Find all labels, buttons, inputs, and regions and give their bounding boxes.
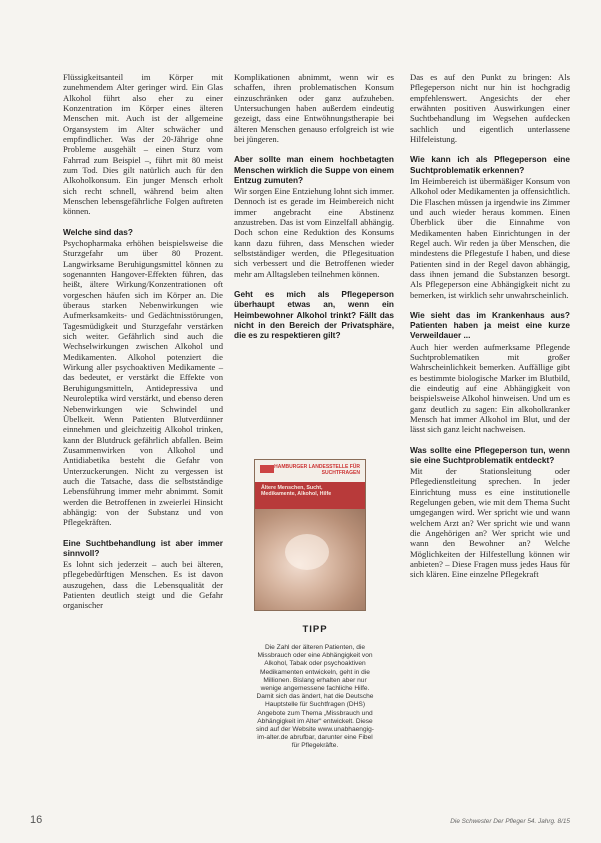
paragraph: Wir sorgen Eine Entziehung lohnt sich immer. Dennoch ist es gerade im Heimbereich nicht immer angebracht eine Abstinenz anzustreben. Das ist vom Einzelfall abhängig. Doch schon eine Reduktion des Konsums kann dazu führen, dass Menschen wieder selbstständiger werden, die Pflegesituation sich verbessert und die Betroffenen wieder mehr am Alltagsleben teilnehmen können. (234, 186, 394, 279)
paragraph: Komplikationen abnimmt, wenn wir es schaffen, ihren problematischen Konsum einzuschränken oder ganz aufzuheben. Untersuchungen haben außerdem eindeutig gezeigt, dass eine Entwöhnungstherapie bei älteren Menschen genauso erfolgreich ist wie bei jüngeren. (234, 72, 394, 145)
page-number: 16 (30, 814, 43, 826)
brochure-cover-image (254, 459, 366, 611)
subheading: Geht es mich als Pflegeperson überhaupt etwas an, wenn ein Heimbewohner Alkohol trinkt? Fällt das nicht in den Bereich der Privatsphäre, die es zu respektieren gilt? (234, 289, 394, 340)
running-footer: Die Schwester Der Pfleger 54. Jahrg. 8/15 (450, 818, 570, 825)
paragraph: Das es auf den Punkt zu bringen: Als Pflegeperson nicht nur hin ist hochgradig empfehlenswert. Angesichts der eher erwähnten positiven Auswirkungen einer Suchtbehandlung im Wegsehen aufdecken sachlich und eigentlich unterlassene Hilfeleistung. (410, 72, 570, 145)
subheading: Wie kann ich als Pflegeperson eine Suchtproblematik erkennen? (410, 154, 570, 175)
paragraph: Es lohnt sich jederzeit – auch bei älteren, pflegebedürftigen Menschen. Es ist davon auszugehen, dass die Lebensqualität der Patienten deutlich steigt und die Gefahr organischer (63, 559, 223, 611)
subheading: Was sollte eine Pflegeperson tun, wenn sie eine Suchtproblematik entdeckt? (410, 444, 570, 465)
paragraph: Auch hier werden aufmerksame Pflegende Suchtproblematiken mit großer Wahrscheinlichkeit bemerken. Auffällige gibt es bestimmte biologische Marker im Blutbild, die eindeutig auf eine Abhängigkeit von beispielsweise Alkohol hinweisen. Und um es ganz deutlich zu sagen: Ein alkoholkranker Mensch hat immer Alkohol im Blut, und der lässt sich ganz leicht nachweisen. (410, 341, 570, 435)
paragraph: Im Heimbereich ist übermäßiger Konsum von Alkohol oder Medikamenten ja offensichtlich. Die Flaschen müssen ja irgendwie ins Zimmer und auch wieder heraus kommen. Einen Überblick über die Einnahme von Medikamenten haben Einrichtungen in der Regel auch. Wir reden ja über Menschen, die mindestens die Pflegestufe I haben, und diese Patienten sind in der Regel davon abhängig, dass ihnen jemand die Substanzen besorgt. Als Pflegeperson eine Abhängigkeit nicht zu bemerken, ist wirklich sehr unwahrscheinlich. (410, 175, 570, 300)
text-column-1 (63, 72, 223, 618)
text-column-2 (234, 72, 394, 341)
tip-heading: TIPP (302, 624, 328, 635)
subheading: Wie sieht das im Krankenhaus aus? Patienten haben ja meist eine kurze Verweildauer ... (410, 309, 570, 341)
paragraph: Mit der Stationsleitung oder Pflegedienstleitung sprechen. In jeder Einrichtung muss es eine institutionelle Regelungen geben, wie mit dem Thema Sucht umgegangen wird. Wer spricht wie und wann welchem Arzt an? Wer spricht wie und wann die Angehörigen an? Wer spricht wie und wann den Bewohner an? Welche Möglichkeiten der Hilfestellung können wir anbieten? – Diese Fragen muss jedes Haus für sich klären. Eine einzelne Pflegekraft (410, 466, 570, 580)
paragraph: Psychopharmaka erhöhen beispielsweise die Sturzgefahr um über 80 Prozent. Langwirksame Beruhigungsmittel können zu sogenannten Hangover-Effekten führen, das heißt, ältere Wirkung/Konzentrationen oft vorgeschen häufen sich im Körper an. Die überaus starken Nebenwirkungen wie Aufmerksamkeits- und Gedächtnisstörungen, Tagesmüdigkeit und Sturzgefahr verstärken sich weiter. Gefährlich sind auch die Wechselwirkungen zwischen Alkohol und Medikamenten. Alkohol potenziert die Wirkung aller psychoaktiven Medikamente – das bedeutet, er verstärkt die Effekte von Beruhigungsmitteln, Antidepressiva und Neuroleptika wird verstärkt, und ebenso deren Nebenwirkungen wie Schwindel und Übelkeit. Wenn Patienten Blutverdünner einnehmen und gleichzeitig Alkohol trinken, kann der Blutdruck gefährlich abfallen. Beim Zusammenwirken von Alkohol und Antidiabetika besteht die Gefahr von Unterzuckerungen. Nicht zu vergessen ist auch die Tatsache, dass die selbstständige Lebensführung immer mehr abnimmt. Somit werden die Betroffenen in zweierlei Hinsicht abhängig: von der Substanz und von Pflegekräften. (63, 238, 223, 528)
subheading: Welche sind das? (63, 226, 133, 237)
tip-text: Die Zahl der älteren Patienten, die Missbrauch oder eine Abhängigkeit von Alkohol, Tabak oder psychoaktiven Medikamenten entwickeln, geht in die Millionen. Bislang erhalten aber nur wenige angemessene fachliche Hilfe. Damit sich das ändert, hat die Deutsche Hauptstelle für Suchtfragen (DHS) Angebote zum Thema „Missbrauch und Abhängigkeit im Alter“ entwickelt. Diese sind auf der Website www.unabhaengig-im-alter.de abrufbar, darunter eine Fibel für Pflegekräfte. (256, 644, 374, 750)
brochure-publisher-logo: HAMBURGER LANDESSTELLE FÜR SUCHTFRAGEN (274, 464, 360, 476)
subheading: Eine Suchtbehandlung ist aber immer sinnvoll? (63, 537, 223, 558)
brochure-header (255, 460, 365, 482)
paragraph: Flüssigkeitsanteil im Körper mit zunehmendem Alter geringer wird. Ein Glas Alkohol führt also eher zu einer Konzentration im Körper eines älteren Menschen mit. Auch ist der allgemeine Organsystem im Alter schwächer und empfindlicher. Was der 20-Jährige ohne Probleme ausgehält – einen Sturz vom Fahrrad zum Beispiel –, führt mit 80 meist zum Tod. Dies gilt natürlich auch für den Alkoholkonsum. Ein junger Mensch erholt sich recht schnell, während beim alten Menschen lebensgefährliche Folgen auftreten können. (63, 72, 223, 217)
subheading: Aber sollte man einem hochbetagten Menschen wirklich die Suppe von einem Entzug zumuten? (234, 154, 394, 185)
brochure-title: Ältere Menschen, Sucht, Medikamente, Alkohol, Hilfe (255, 482, 365, 509)
text-column-3 (410, 72, 570, 587)
brochure-photo (255, 509, 365, 610)
tip-box (256, 624, 374, 751)
